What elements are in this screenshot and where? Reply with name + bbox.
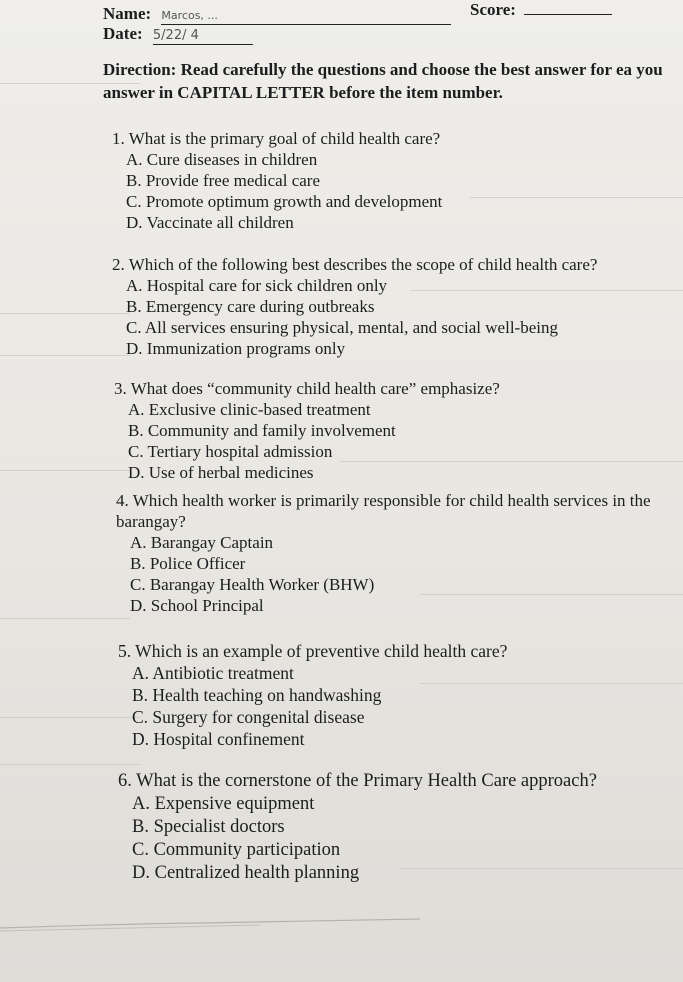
option-a[interactable]: A. Expensive equipment xyxy=(132,794,315,814)
background-rule xyxy=(0,313,130,314)
question-6 xyxy=(118,770,597,885)
option-a[interactable]: A. Exclusive clinic-based treatment xyxy=(128,400,371,419)
option-d[interactable]: D. Vaccinate all children xyxy=(126,213,294,232)
option-b[interactable]: B. Provide free medical care xyxy=(126,171,320,190)
question-stem: 5. Which is an example of preventive child health care? xyxy=(118,641,508,661)
background-rule xyxy=(0,764,140,765)
question-stem: 4. Which health worker is primarily responsible for child health services in the barangay? xyxy=(116,491,651,531)
background-rule xyxy=(470,197,683,198)
option-c[interactable]: C. Tertiary hospital admission xyxy=(128,442,333,461)
question-5 xyxy=(118,640,507,750)
score-field[interactable] xyxy=(524,14,612,15)
option-b[interactable]: B. Health teaching on handwashing xyxy=(132,685,382,705)
background-rule xyxy=(0,618,130,619)
option-a[interactable]: A. Antibiotic treatment xyxy=(132,663,294,683)
background-rule xyxy=(0,355,130,356)
question-stem: 2. Which of the following best describes the scope of child health care? xyxy=(112,255,598,274)
name-field[interactable] xyxy=(161,4,451,25)
option-a[interactable]: A. Cure diseases in children xyxy=(126,150,318,169)
option-b[interactable]: B. Emergency care during outbreaks xyxy=(126,297,375,316)
option-d[interactable]: D. Centralized health planning xyxy=(132,863,360,883)
question-3 xyxy=(114,378,500,483)
option-c[interactable]: C. Barangay Health Worker (BHW) xyxy=(130,575,375,594)
question-4 xyxy=(116,490,683,616)
option-d[interactable]: D. School Principal xyxy=(130,596,264,615)
question-stem: 6. What is the cornerstone of the Primary Health Care approach? xyxy=(118,771,597,791)
option-b[interactable]: B. Police Officer xyxy=(130,554,246,573)
option-d[interactable]: D. Hospital confinement xyxy=(132,729,305,749)
directions-text: Direction: Read carefully the questions and choose the best answer for ea you answer in CAPITAL LETTER before the item number. xyxy=(103,60,663,102)
name-handwriting: Marcos, ... xyxy=(161,9,218,22)
option-d[interactable]: D. Immunization programs only xyxy=(126,339,346,358)
score-label: Score: xyxy=(470,0,516,19)
background-rule xyxy=(0,470,130,471)
option-c[interactable]: C. All services ensuring physical, mental, and social well-being xyxy=(126,318,558,337)
question-stem: 3. What does “community child health care” emphasize? xyxy=(114,379,500,398)
date-field[interactable] xyxy=(153,24,253,45)
score-row xyxy=(470,0,612,20)
name-row xyxy=(103,4,451,25)
question-stem: 1. What is the primary goal of child health care? xyxy=(112,129,441,148)
date-handwriting: 5/22/ 4 xyxy=(152,28,199,43)
option-c[interactable]: C. Community participation xyxy=(132,840,341,860)
date-row xyxy=(103,24,253,45)
option-b[interactable]: B. Specialist doctors xyxy=(132,817,285,837)
option-a[interactable]: A. Hospital care for sick children only xyxy=(126,276,388,295)
question-1 xyxy=(112,128,442,233)
option-c[interactable]: C. Surgery for congenital disease xyxy=(132,707,365,727)
option-a[interactable]: A. Barangay Captain xyxy=(130,533,274,552)
question-2 xyxy=(112,254,597,359)
bleed-through-marks xyxy=(0,914,683,934)
date-label: Date: xyxy=(103,24,143,43)
option-d[interactable]: D. Use of herbal medicines xyxy=(128,463,314,482)
name-label: Name: xyxy=(103,4,152,23)
option-c[interactable]: C. Promote optimum growth and development xyxy=(126,192,443,211)
option-b[interactable]: B. Community and family involvement xyxy=(128,421,396,440)
